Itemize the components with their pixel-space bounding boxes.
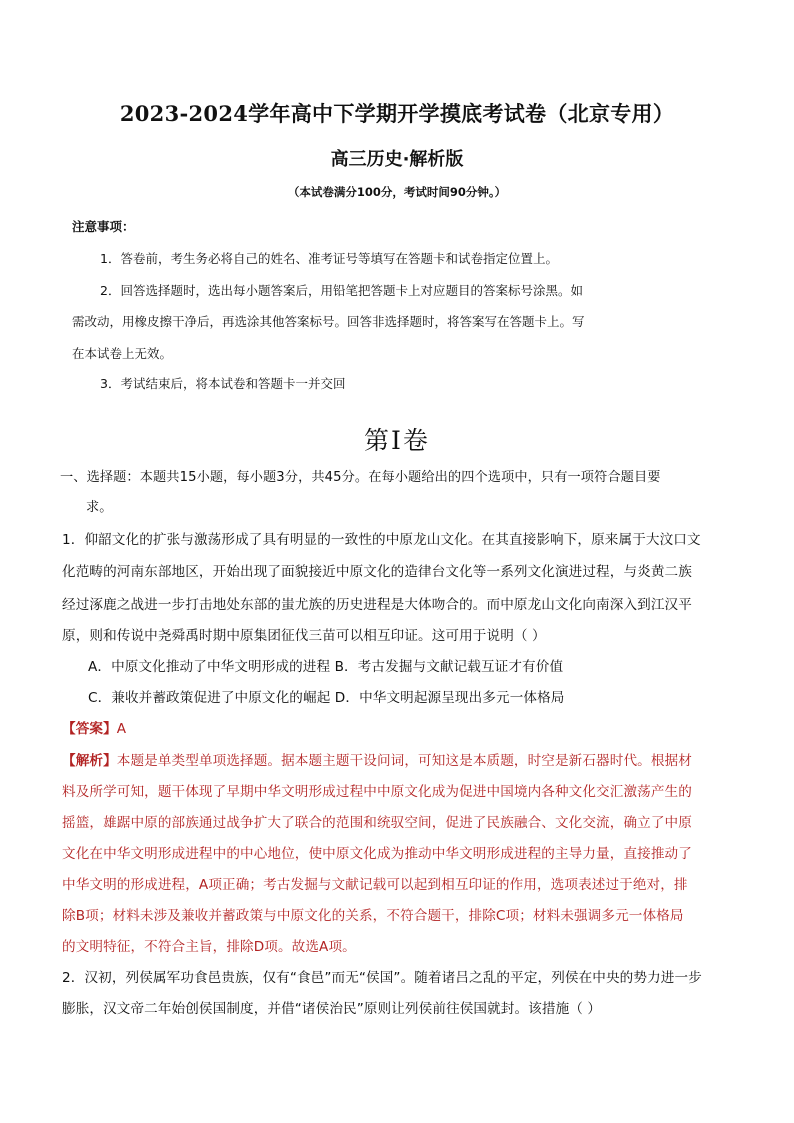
q1-analysis-line: 料及所学可知，题干体现了早期中华文明形成过程中中原文化成为促进中国境内各种文化交汇激荡产生的 (62, 784, 692, 800)
q1-analysis-line: 中华文明的形成进程，A项正确；考古发掘与文献记载可以起到相互印证的作用，选项表述过于绝对，排 (62, 877, 688, 893)
notice-heading: 注意事项： (72, 219, 135, 234)
section-instruction-line: 求。 (86, 500, 113, 515)
notice-line: 需改动，用橡皮擦干净后，再选涂其他答案标号。回答非选择题时，将答案写在答题卡上。写 (72, 314, 585, 329)
q2-stem-line: 2．汉初，列侯属军功食邑贵族，仅有“食邑”而无“侯国”。随着诸吕之乱的平定，列侯在中央的势力进一步 (62, 970, 702, 986)
exam-subtitle: 高三历史·解析版 (330, 149, 464, 170)
notice-line: 在本试卷上无效。 (72, 346, 173, 361)
q1-stem-line: 1．仰韶文化的扩张与激荡形成了具有明显的一致性的中原龙山文化。在其直接影响下，原来属于大汶口文 (62, 532, 701, 548)
q1-analysis-line: 文化在中华文明形成进程中的中心地位，使中原文化成为推动中华文明形成进程的主导力量，直接推动了 (62, 846, 692, 862)
q1-options-line: C．兼收并蓄政策促进了中原文化的崛起 D．中华文明起源呈现出多元一体格局 (88, 690, 565, 706)
analysis-label: 【解析】 (62, 753, 117, 769)
q1-analysis-line: 的文明特征，不符合主旨，排除D项。故选A项。 (62, 939, 356, 955)
exam-meta: （本试卷满分100分，考试时间90分钟。） (287, 185, 507, 199)
q1-stem-line: 经过涿鹿之战进一步打击地处东部的蚩尤族的历史进程是大体吻合的。而中原龙山文化向南深入到江汉平 (62, 597, 692, 613)
q1-analysis-line (62, 749, 692, 769)
exam-title: 2023-2024学年高中下学期开学摸底考试卷（北京专用） (119, 101, 675, 126)
q1-analysis-line: 除B项；材料未涉及兼收并蓄政策与中原文化的关系，不符合题干，排除C项；材料未强调多元一体格局 (62, 908, 684, 924)
section-instruction-line: 一、选择题：本题共15小题，每小题3分，共45分。在每小题给出的四个选项中，只有一项符合题目要 (60, 470, 661, 485)
q1-stem-line: 原，则和传说中尧舜禹时期中原集团征伐三苗可以相互印证。这可用于说明（ ） (62, 628, 546, 644)
notice-line: 3．考试结束后，将本试卷和答题卡一并交回 (100, 376, 346, 391)
q1-analysis-line: 摇篮，雄踞中原的部族通过战争扩大了联合的范围和统驭空间，促进了民族融合、文化交流，确立了中原 (62, 815, 692, 831)
section-title: 第Ⅰ卷 (364, 426, 430, 455)
notice-line: 1．答卷前，考生务必将自己的姓名、准考证号等填写在答题卡和试卷指定位置上。 (100, 251, 558, 266)
q1-answer (62, 717, 126, 737)
q1-stem-line: 化范畴的河南东部地区，开始出现了面貌接近中原文化的造律台文化等一系列文化演进过程，与炎黄二族 (62, 564, 692, 580)
notice-line: 2．回答选择题时，选出每小题答案后，用铅笔把答题卡上对应题目的答案标号涂黑。如 (100, 283, 583, 298)
q2-stem-line: 膨胀，汉文帝二年始创侯国制度，并借“诸侯治民”原则让列侯前往侯国就封。该措施（ ） (62, 1001, 602, 1017)
answer-label: 【答案】 (62, 721, 117, 737)
answer-value: A (116, 721, 127, 737)
analysis-text: 本题是单类型单项选择题。据本题主题干设问词，可知这是本质题，时空是新石器时代。根据材 (116, 753, 692, 769)
q1-options-line: A．中原文化推动了中华文明形成的进程 B．考古发掘与文献记载互证才有价值 (88, 659, 564, 675)
